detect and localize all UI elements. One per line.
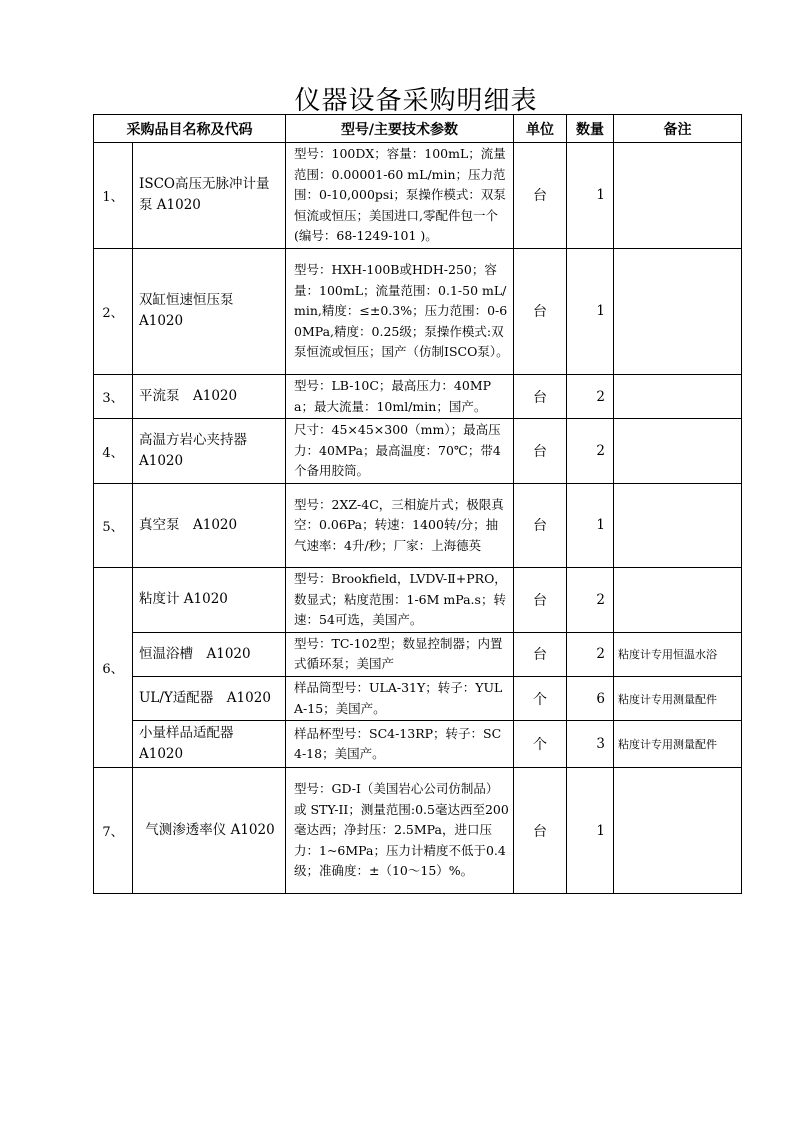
item-note: 粘度计专用测量配件 <box>614 676 742 720</box>
item-spec: 样品杯型号：SC4-13RP；转子：SC4-18；美国产。 <box>286 721 514 768</box>
item-note <box>614 483 742 567</box>
item-unit: 台 <box>514 632 567 676</box>
table-row <box>94 419 742 484</box>
item-name: 双缸恒速恒压泵 A1020 <box>133 248 286 374</box>
item-unit: 台 <box>514 768 567 894</box>
item-spec: 型号：2XZ-4C，三相旋片式；极限真空：0.06Pa；转速：1400转/分；抽气速率：4升/秒；厂家：上海德英 <box>286 483 514 567</box>
table-row <box>94 632 742 676</box>
item-unit: 台 <box>514 248 567 374</box>
row-number: 3、 <box>94 374 133 418</box>
table-row <box>94 248 742 374</box>
row-number: 4、 <box>94 419 133 484</box>
item-name: UL/Y适配器 A1020 <box>133 676 286 720</box>
item-spec: 型号：TC-102型；数显控制器；内置式循环泵；美国产 <box>286 632 514 676</box>
item-note <box>614 768 742 894</box>
item-qty: 2 <box>567 374 614 418</box>
item-name: 粘度计 A1020 <box>133 567 286 632</box>
item-name: 恒温浴槽 A1020 <box>133 632 286 676</box>
row-number: 5、 <box>94 483 133 567</box>
item-qty: 6 <box>567 676 614 720</box>
item-qty: 1 <box>567 248 614 374</box>
item-unit: 台 <box>514 374 567 418</box>
item-spec: 型号：Brookfield，LVDV-Ⅱ+PRO，数显式；粘度范围：1-6M mPa.s；转速：54可选，美国产。 <box>286 567 514 632</box>
header-qty: 数量 <box>567 115 614 143</box>
item-spec: 型号：GD-I（美国岩心公司仿制品）或 STY-II；测量范围:0.5毫达西至200毫达西；净封压：2.5MPa，进口压力：1~6MPa；压力计精度不低于0.4级；准确度：±（10～15）%。 <box>286 768 514 894</box>
procurement-table <box>93 114 742 894</box>
item-note: 粘度计专用恒温水浴 <box>614 632 742 676</box>
item-unit: 台 <box>514 143 567 249</box>
item-name: 真空泵 A1020 <box>133 483 286 567</box>
item-note <box>614 567 742 632</box>
item-unit: 台 <box>514 483 567 567</box>
item-spec: 尺寸：45×45×300（mm）；最高压力：40MPa；最高温度：70℃；带4个备用胶筒。 <box>286 419 514 484</box>
item-qty: 2 <box>567 419 614 484</box>
item-qty: 2 <box>567 567 614 632</box>
item-unit: 个 <box>514 676 567 720</box>
item-qty: 2 <box>567 632 614 676</box>
table-row <box>94 721 742 768</box>
item-name: 高温方岩心夹持器 A1020 <box>133 419 286 484</box>
table-row <box>94 676 742 720</box>
item-note <box>614 143 742 249</box>
header-spec: 型号/主要技术参数 <box>286 115 514 143</box>
table-row <box>94 483 742 567</box>
item-unit: 台 <box>514 419 567 484</box>
table-row <box>94 768 742 894</box>
item-qty: 1 <box>567 768 614 894</box>
item-name: 气测渗透率仪 A1020 <box>133 768 286 894</box>
header-name: 采购品目名称及代码 <box>94 115 286 143</box>
header-note: 备注 <box>614 115 742 143</box>
item-name: 小量样品适配器 A1020 <box>133 721 286 768</box>
row-number: 6、 <box>94 567 133 767</box>
item-note <box>614 374 742 418</box>
header-unit: 单位 <box>514 115 567 143</box>
item-note <box>614 419 742 484</box>
item-qty: 1 <box>567 143 614 249</box>
item-name: ISCO高压无脉冲计量泵 A1020 <box>133 143 286 249</box>
page-title: 仪器设备采购明细表 <box>294 86 538 116</box>
item-qty: 3 <box>567 721 614 768</box>
item-qty: 1 <box>567 483 614 567</box>
row-number: 7、 <box>94 768 133 894</box>
row-number: 1、 <box>94 143 133 249</box>
table-row <box>94 567 742 632</box>
item-note: 粘度计专用测量配件 <box>614 721 742 768</box>
item-spec: 样品筒型号：ULA-31Y；转子：YULA-15；美国产。 <box>286 676 514 720</box>
table-row <box>94 374 742 418</box>
item-note <box>614 248 742 374</box>
item-spec: 型号：LB-10C；最高压力：40MPa；最大流量：10ml/min；国产。 <box>286 374 514 418</box>
item-spec: 型号：HXH-100B或HDH-250；容量：100mL；流量范围：0.1-50 mL/min,精度：≤±0.3%；压力范围：0-60MPa,精度：0.25级；泵操作模式:双泵恒流或恒压；国产（仿制ISCO泵）。 <box>286 248 514 374</box>
item-unit: 台 <box>514 567 567 632</box>
table-row <box>94 143 742 249</box>
item-spec: 型号：100DX；容量：100mL；流量范围：0.00001-60 mL/min；压力范围：0-10,000psi；泵操作模式：双泵恒流或恒压；美国进口,零配件包一个(编号：68-1249-101 )。 <box>286 143 514 249</box>
row-number: 2、 <box>94 248 133 374</box>
item-name: 平流泵 A1020 <box>133 374 286 418</box>
item-unit: 个 <box>514 721 567 768</box>
table-header-row <box>94 115 742 143</box>
